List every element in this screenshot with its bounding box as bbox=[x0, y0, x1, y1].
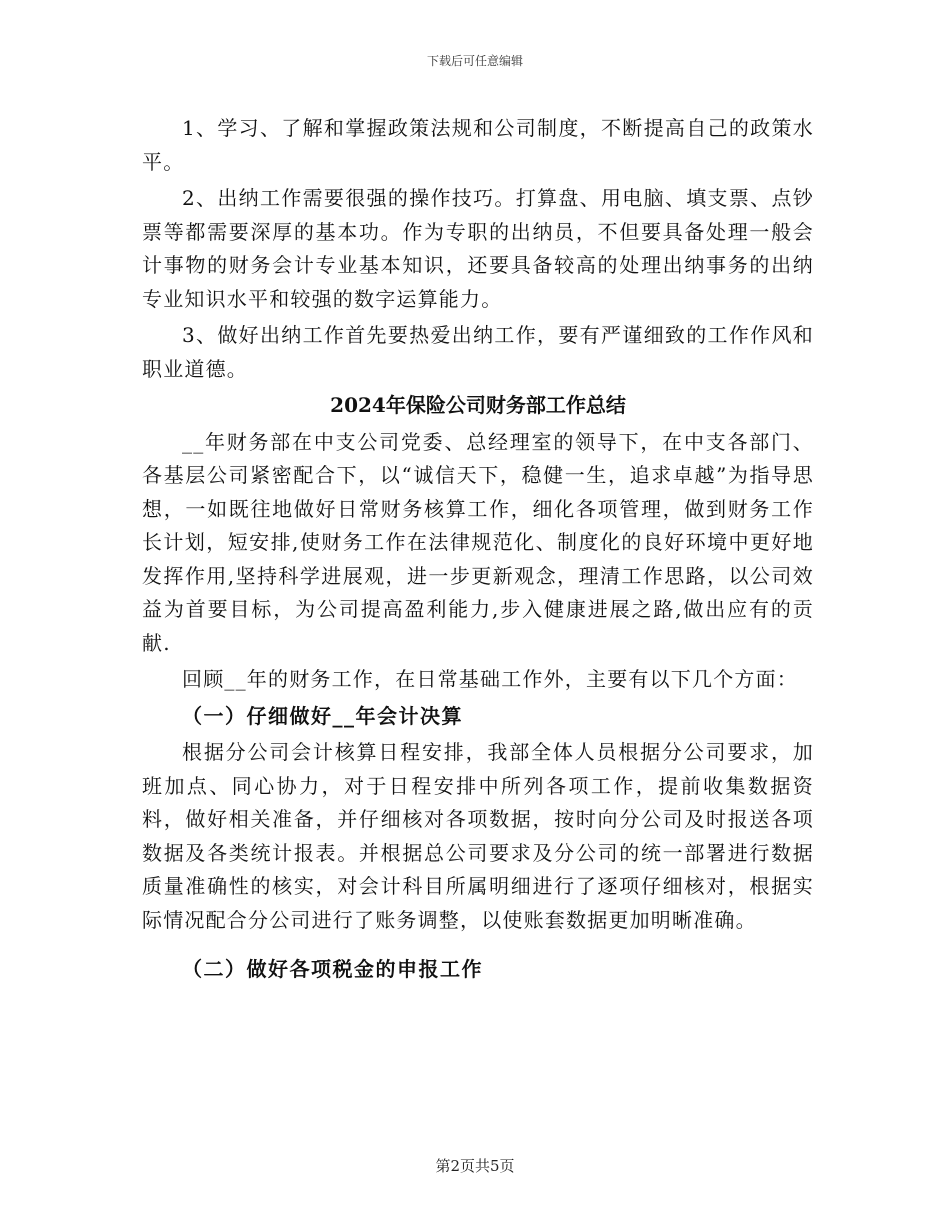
paragraph-item-3: 3、做好出纳工作首先要热爱出纳工作，要有严谨细致的工作作风和职业道德。 bbox=[142, 323, 814, 381]
body-paragraph-1: 根据分公司会计核算日程安排，我部全体人员根据分公司要求，加班加点、同心协力，对于日程安排中所列各项工作，提前收集数据资料，做好相关准备，并仔细核对各项数据，按时向分公司及时报送各项数据及各类统计报表。并根据总公司要求及分公司的统一部署进行数据质量准确性的核实，对会计科目所属明细进行了逐项仔细核对，根据实际情况配合分公司进行了账务调整，以使账套数据更加明晰准确。 bbox=[142, 740, 814, 932]
subheading-2: （二）做好各项税金的申报工作 bbox=[182, 957, 483, 981]
page-footer: 第2页共5页 bbox=[435, 1157, 515, 1175]
section-title: 2024年保险公司财务部工作总结 bbox=[330, 393, 626, 417]
subheading-1: （一）仔细做好__年会计决算 bbox=[182, 703, 463, 728]
document-body bbox=[142, 112, 814, 990]
paragraph-item-2: 2、出纳工作需要很强的操作技巧。打算盘、用电脑、填支票、点钞票等都需要深厚的基本功。作为专职的出纳员，不但要具备处理一般会计事物的财务会计专业基本知识，还要具备较高的处理出纳事务的出纳专业知识水平和较强的数字运算能力。 bbox=[142, 186, 814, 311]
review-paragraph: 回顾__年的财务工作，在日常基础工作外，主要有以下几个方面： bbox=[182, 667, 798, 691]
paragraph-item-1: 1、学习、了解和掌握政策法规和公司制度，不断提高自己的政策水平。 bbox=[142, 116, 814, 174]
intro-paragraph: __年财务部在中支公司党委、总经理室的领导下，在中支各部门、各基层公司紧密配合下，以“诚信天下，稳健一生，追求卓越”为指导思想，一如既往地做好日常财务核算工作，细化各项管理，做到财务工作长计划，短安排,使财务工作在法律规范化、制度化的良好环境中更好地发挥作用,坚持科学进展观，进一步更新观念，理清工作思路，以公司效益为首要目标，为公司提高盈利能力,步入健康进展之路,做出应有的贡献. bbox=[142, 429, 814, 655]
page-header: 下载后可任意编辑 bbox=[426, 54, 523, 68]
